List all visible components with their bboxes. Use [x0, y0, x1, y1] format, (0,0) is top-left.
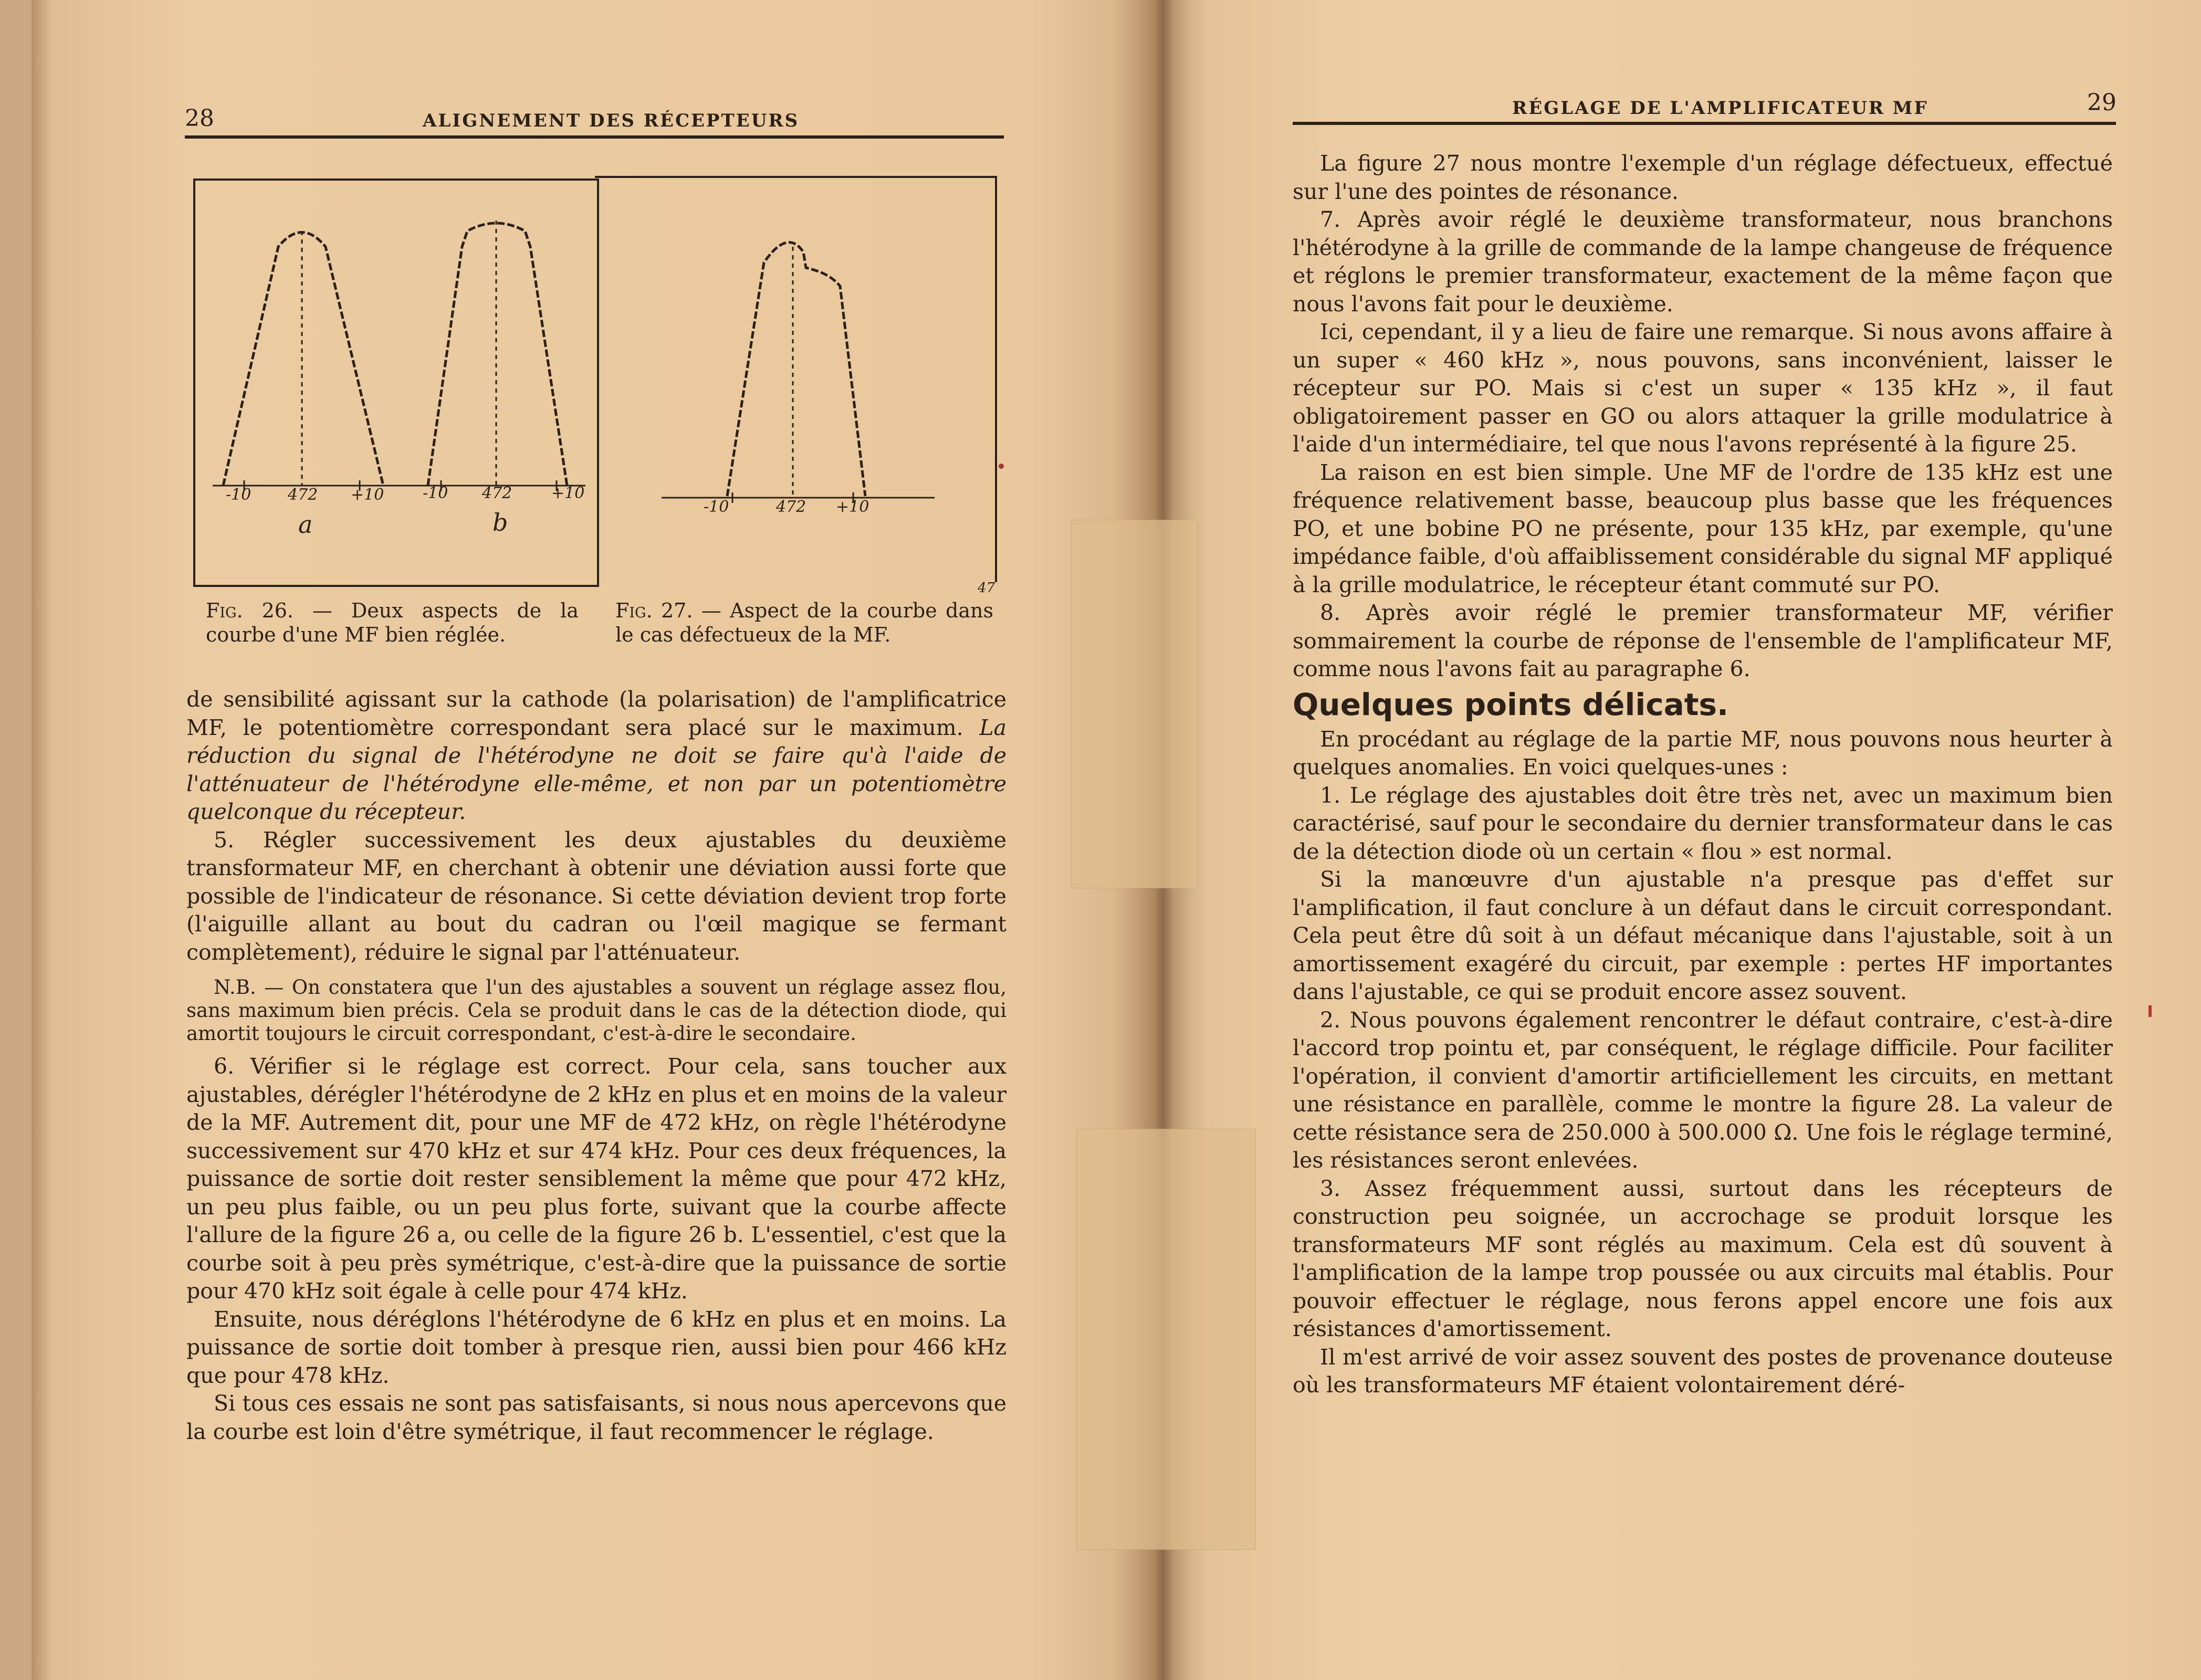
right-paragraph-2: 7. Après avoir réglé le deuxième transformateur, nous branchons l'hétérodyne à la grille de commande de la lampe changeuse de fréquence et réglons le premier transformateur, exactement de la même façon que nous l'avons fait pour le deuxième. — [1293, 207, 2113, 317]
right-paragraph-10: 3. Assez fréquemment aussi, surtout dans les récepteurs de construction peu soignée, un accrochage se produit lorsque les transformateurs MF sont réglés au maximum. Cela est dû souvent à l'amplification de la lampe trop poussée ou aux circuits mal établis. Pour pouvoir effectuer le réglage, nous ferons appel encore une fois aux résistances d'amortissement. — [1293, 1175, 2113, 1341]
left-paragraph-1 — [186, 686, 1007, 826]
left-p1-text: de sensibilité agissant sur la cathode (la polarisation) de l'amplificatrice MF, le potentiomètre correspondant sera placé sur le maximum. — [186, 687, 1007, 740]
running-head-left: ALIGNEMENT DES RÉCEPTEURS — [423, 110, 800, 131]
right-body-text — [1293, 150, 2113, 1400]
margin-mark — [2148, 1005, 2152, 1017]
nb-note: N.B. — On constatera que l'un des ajustables a souvent un réglage assez flou, sans maximum bien précis. Cela se produit dans le cas de la détection diode, qui amortit toujours le circuit correspondant, c'est-à-dire le secondaire. — [186, 976, 1007, 1045]
right-paragraph-1: La figure 27 nous montre l'exemple d'un réglage défectueux, effectué sur l'une des pointes de résonance. — [1293, 151, 2113, 204]
fig26a-label: a — [298, 510, 313, 539]
right-paragraph-6: En procédant au réglage de la partie MF, nous pouvons nous heurter à quelques anomalies. En voici quelques-unes : — [1293, 726, 2113, 780]
page-number-right: 29 — [2087, 89, 2116, 116]
header-rule-left — [185, 135, 1004, 139]
tape-strip-lower — [1076, 1129, 1256, 1550]
right-paragraph-3: Ici, cependant, il y a lieu de faire une remarque. Si nous avons affaire à un super « 460 kHz », nous pouvons, sans inconvénient, laisser le récepteur sur PO. Mais si c'est un super « 135 kHz », il faut obligatoirement passer en GO ou alors attaquer la grille modulatrice à l'aide d'un intermédiaire, tel que nous l'avons représenté à la figure 25. — [1293, 319, 2113, 457]
figure-26-caption-prefix: Fig. 26. — [206, 599, 294, 622]
left-p1-italic: La réduction du signal de l'hétérodyne ne doit se faire qu'à l'aide de l'atténuateur de l'hétérodyne elle-même, et non par un potentiomètre quelconque du récepteur. — [186, 715, 1007, 824]
tape-strip-upper — [1071, 520, 1198, 888]
page-number-left: 28 — [185, 105, 214, 132]
fig27-tick-plus: +10 — [836, 498, 869, 516]
running-head-right: RÉGLAGE DE L'AMPLIFICATEUR MF — [1512, 98, 1929, 119]
fig27-corner-mark: 47 — [978, 580, 995, 596]
section-heading: Quelques points délicats. — [1293, 686, 1729, 722]
fig26a-tick-minus: -10 — [226, 486, 251, 504]
right-paragraph-7: 1. Le réglage des ajustables doit être très net, avec un maximum bien caractérisé, sauf pour le secondaire du dernier transformateur dans le cas de la détection diode où un certain « flou » est normal. — [1293, 782, 2113, 864]
left-paragraph-4: Ensuite, nous déréglons l'hétérodyne de 6 kHz en plus et en moins. La puissance de sortie doit tomber à presque rien, aussi bien pour 466 kHz que pour 478 kHz. — [186, 1306, 1007, 1388]
figure-27-box — [595, 176, 997, 582]
left-paragraph-3: 6. Vérifier si le réglage est correct. Pour cela, sans toucher aux ajustables, dérégler l'hétérodyne de 2 kHz en plus et en moins de la valeur de la MF. Autrement dit, pour une MF de 472 kHz, on règle l'hétérodyne successivement sur 470 kHz et sur 474 kHz. Pour ces deux fréquences, la puissance de sortie doit rester sensiblement la même que pour 472 kHz, un peu plus faible, ou un peu plus forte, suivant que la courbe affecte l'allure de la figure 26 a, ou celle de la figure 26 b. L'essentiel, c'est que la courbe soit à peu près symétrique, c'est-à-dire que la puissance de sortie pour 470 kHz soit égale à celle pour 474 kHz. — [186, 1054, 1007, 1304]
fig26b-tick-plus: +10 — [551, 484, 585, 502]
right-paragraph-5: 8. Après avoir réglé le premier transformateur MF, vérifier sommairement la courbe de réponse de l'ensemble de l'amplificateur MF, comme nous l'avons fait au paragraphe 6. — [1293, 600, 2113, 681]
figure-26-box — [193, 178, 599, 587]
right-paragraph-4: La raison en est bien simple. Une MF de l'ordre de 135 kHz est une fréquence relativement basse, beaucoup plus basse que les fréquences PO, et une bobine PO ne présente, pour 135 kHz, par exemple, qu'une impédance faible, d'où affaiblissement considérable du signal MF appliqué à la grille modulatrice, le récepteur étant commuté sur PO. — [1293, 459, 2113, 597]
right-paragraph-9: 2. Nous pouvons également rencontrer le défaut contraire, c'est-à-dire l'accord trop pointu et, par conséquent, le réglage difficile. Pour faciliter l'opération, il convient d'amortir artificiellement les circuits, en mettant une résistance en parallèle, comme le montre la figure 28. La valeur de cette résistance sera de 250.000 à 500.000 Ω. Une fois le réglage terminé, les résistances seront enlevées. — [1293, 1007, 2113, 1173]
fig26a-tick-center: 472 — [288, 486, 318, 504]
fig26a-tick-plus: +10 — [351, 486, 384, 504]
fig27-tick-minus: -10 — [704, 498, 729, 516]
figure-26-caption — [206, 598, 579, 647]
right-paragraph-11: Il m'est arrivé de voir assez souvent des postes de provenance douteuse où les transformateurs MF étaient volontairement déré- — [1293, 1344, 2113, 1398]
header-rule-right — [1293, 122, 2116, 125]
left-paragraph-5: Si tous ces essais ne sont pas satisfaisants, si nous nous apercevons que la courbe est loin d'être symétrique, il faut recommencer le réglage. — [186, 1391, 1007, 1444]
left-body-text — [186, 686, 1007, 1446]
figure-27-caption — [615, 598, 993, 647]
fig26b-tick-center: 472 — [482, 484, 512, 502]
figure-27-caption-text: — Aspect de la courbe dans le cas défectueux de la MF. — [615, 599, 993, 646]
figure-27-caption-prefix: Fig. 27. — [615, 599, 693, 622]
fig26b-tick-minus: -10 — [423, 484, 448, 502]
fig27-tick-center: 472 — [776, 498, 806, 516]
figure-26-caption-text: — Deux aspects de la courbe d'une MF bien réglée. — [206, 599, 579, 646]
left-paragraph-2: 5. Régler successivement les deux ajustables du deuxième transformateur MF, en cherchant à obtenir une déviation aussi forte que possible de l'indicateur de résonance. Si cette déviation devient trop forte (l'aiguille allant au bout du cadran ou l'œil magique se fermant complètement), réduire le signal par l'atténuateur. — [186, 827, 1007, 965]
fig26b-label: b — [492, 508, 508, 537]
right-paragraph-8: Si la manœuvre d'un ajustable n'a presque pas d'effet sur l'amplification, il faut conclure à un défaut dans le circuit correspondant. Cela peut être dû soit à un défaut mécanique dans l'ajustable, soit à un amortissement exagéré du circuit, par exemple : pertes HF importantes dans l'ajustable, ce qui se produit encore assez souvent. — [1293, 867, 2113, 1004]
